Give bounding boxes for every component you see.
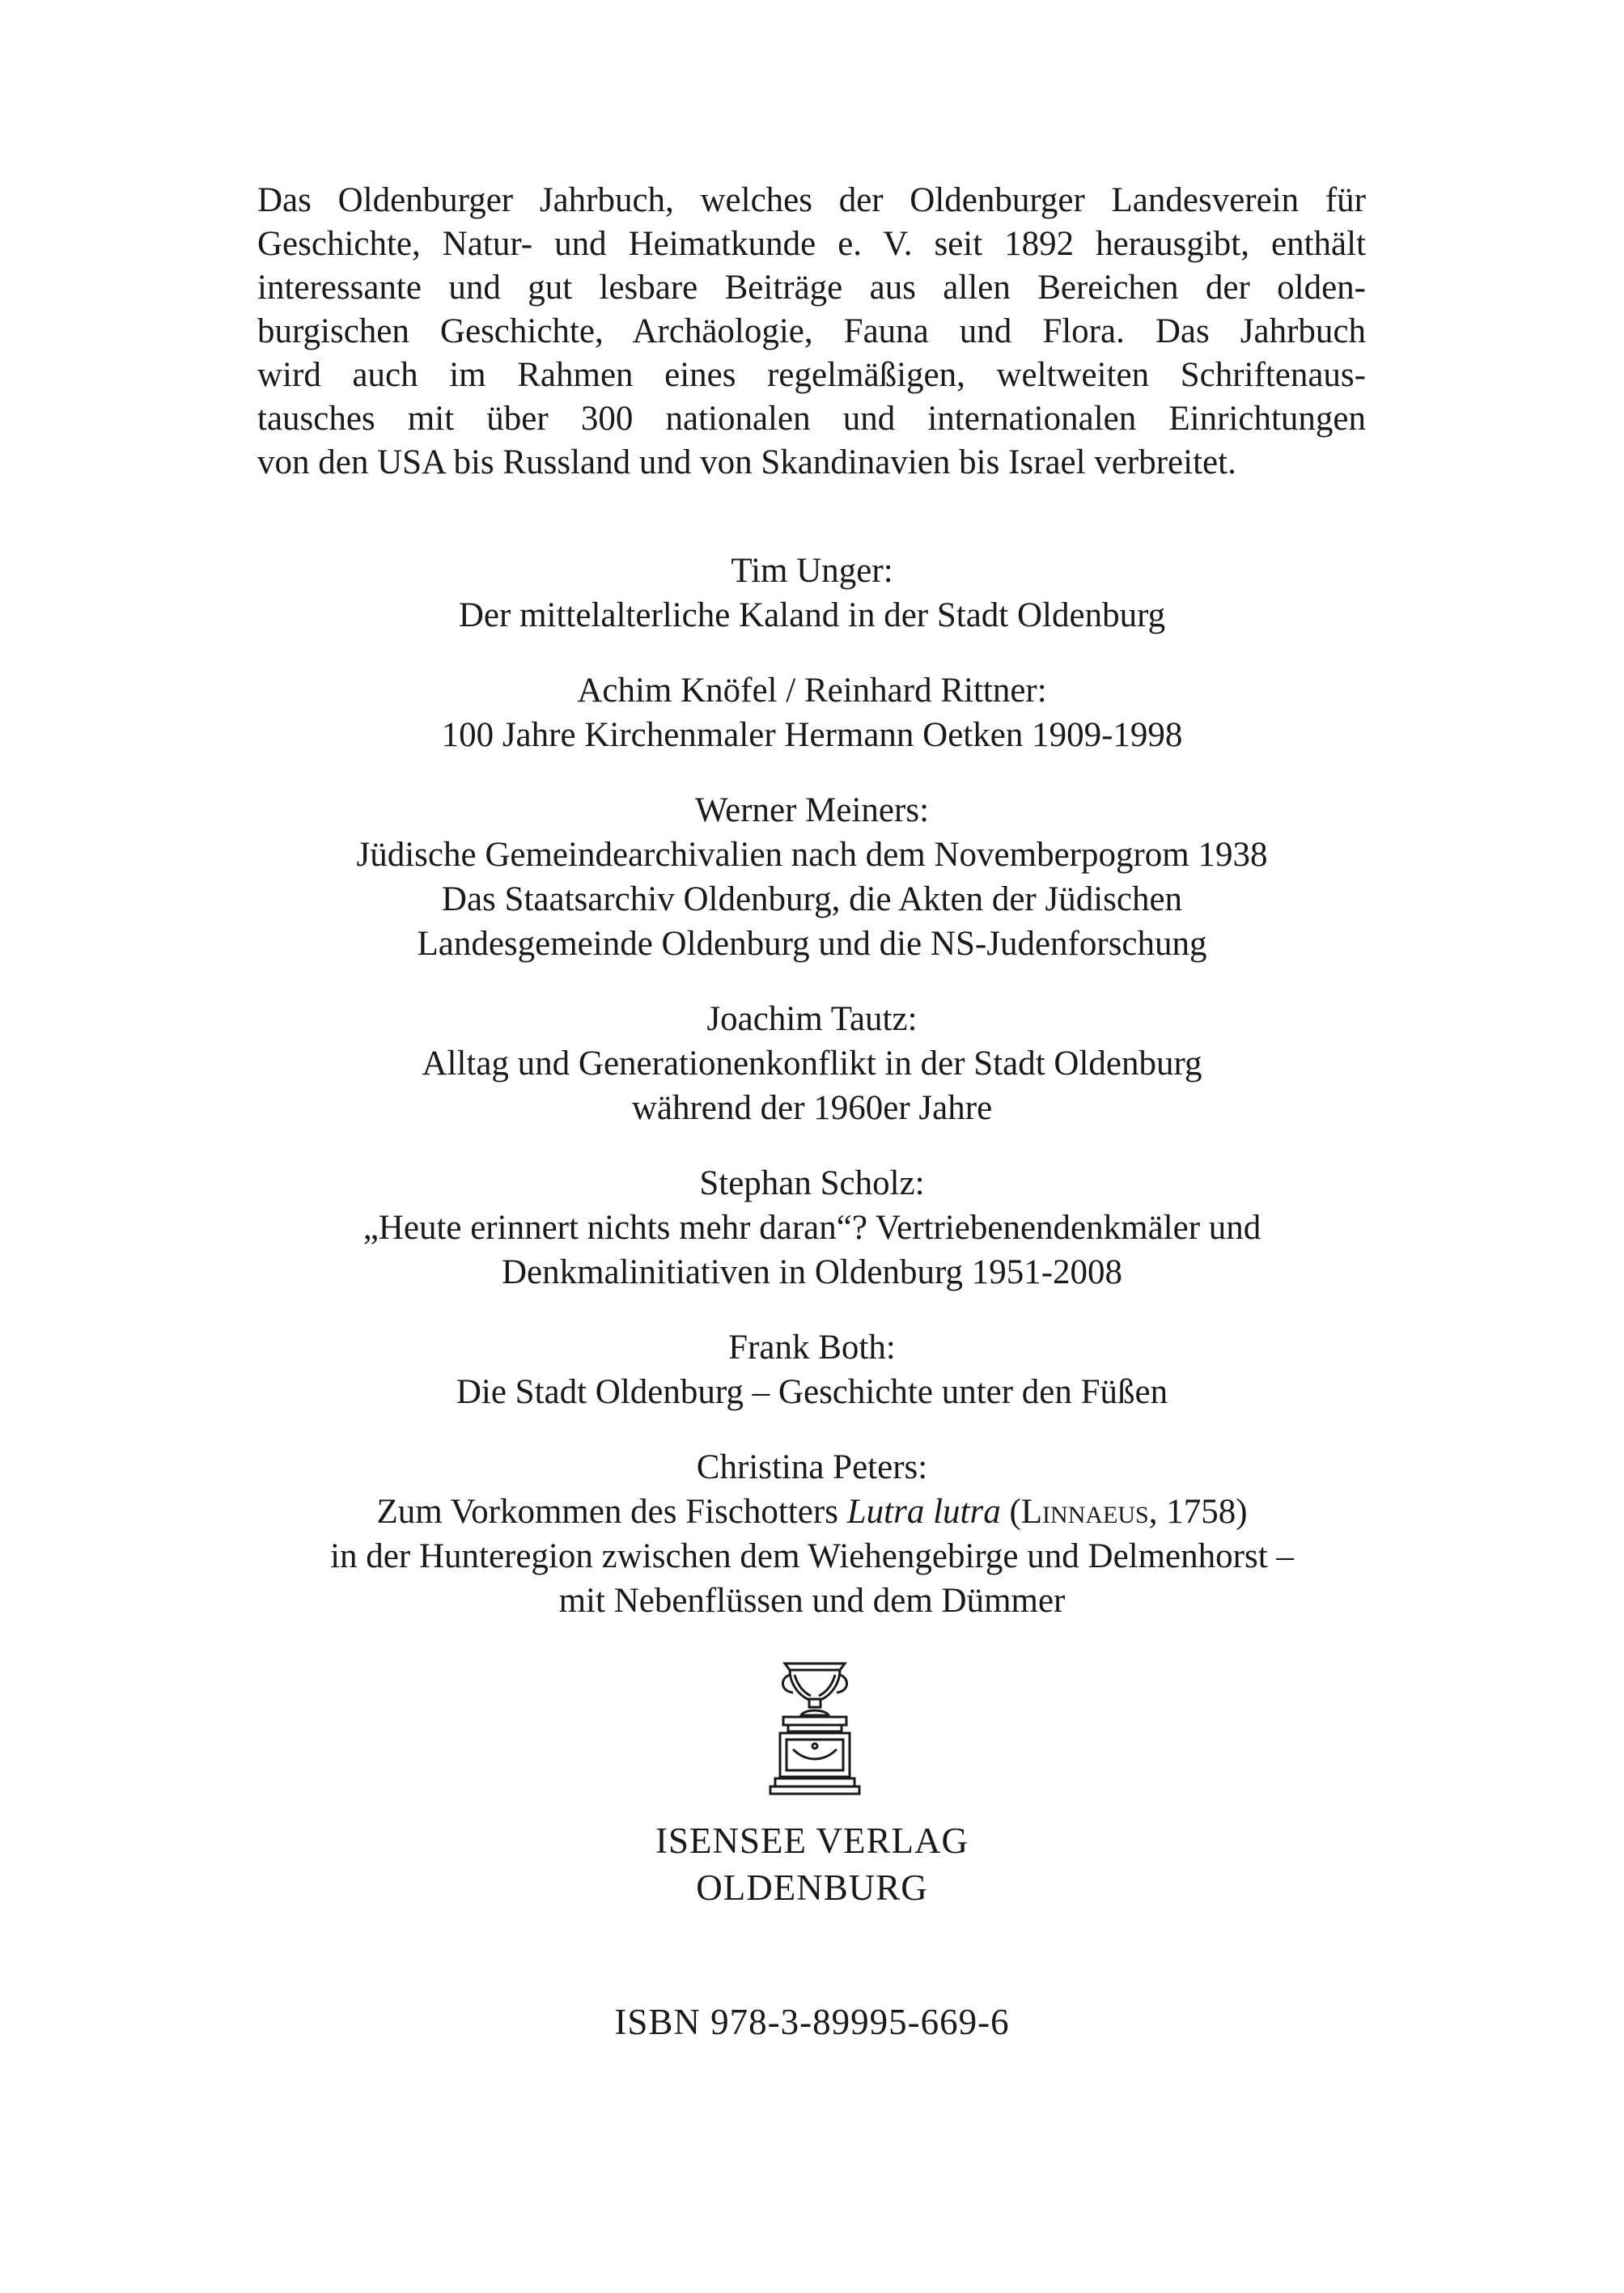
contents-entry (0, 1445, 1624, 1623)
publisher-emblem (765, 1659, 864, 1796)
entry-author: Stephan Scholz: (699, 1164, 925, 1202)
publisher-city: OLDENBURG (696, 1867, 928, 1908)
title-text: , 1758) (1148, 1493, 1248, 1531)
entry-title-line: „Heute erinnert nichts mehr daran“? Vertriebenendenkmäler und (363, 1209, 1261, 1247)
title-text: Zum Vorkommen des Fischotters (376, 1493, 847, 1531)
isbn-number: ISBN 978-3-89995-669-6 (614, 2002, 1010, 2042)
entry-title-line: Denkmalinitiativen in Oldenburg 1951-2008 (501, 1253, 1123, 1291)
urn-on-pedestal-icon (765, 1659, 864, 1796)
entry-title-line: 100 Jahre Kirchenmaler Hermann Oetken 1909-1998 (441, 716, 1183, 754)
entry-author: Achim Knöfel / Reinhard Rittner: (577, 672, 1047, 710)
species-author: Linnaeus (1020, 1493, 1149, 1531)
entry-title-line: mit Nebenflüssen und dem Dümmer (558, 1582, 1066, 1620)
contents-entry (0, 668, 1624, 757)
entry-title-line: Jüdische Gemeindearchivalien nach dem Novemberpogrom 1938 (356, 836, 1268, 874)
entry-author: Tim Unger: (731, 552, 893, 590)
entry-title-line: Alltag und Generationenkonflikt in der Stadt Oldenburg (422, 1045, 1202, 1083)
species-name: Lutra lutra (846, 1493, 1001, 1531)
contents-entry (0, 997, 1624, 1130)
intro-line: von den USA bis Russland und von Skandinavien bis Israel verbreitet. (257, 443, 1236, 481)
entry-title-line: Der mittelalterliche Kaland in der Stadt Oldenburg (458, 596, 1166, 634)
publisher-block (0, 1817, 1624, 1911)
intro-line: wird auch im Rahmen eines regelmäßigen, weltweiten Schriftenaus- (257, 356, 1366, 394)
intro-line: tausches mit über 300 nationalen und internationalen Einrichtungen (257, 400, 1366, 438)
title-text: ( (1000, 1493, 1021, 1531)
intro-paragraph (257, 179, 1366, 485)
entry-title-line: Die Stadt Oldenburg – Geschichte unter den Füßen (456, 1373, 1168, 1411)
contents-entry (0, 549, 1624, 638)
intro-line: interessante und gut lesbare Beiträge aus allen Bereichen der olden- (257, 269, 1366, 307)
publisher-name: ISENSEE VERLAG (655, 1820, 969, 1861)
contents-entry (0, 788, 1624, 966)
entry-author: Werner Meiners: (694, 791, 930, 829)
entry-author: Frank Both: (728, 1329, 896, 1367)
entry-title-line: Landesgemeinde Oldenburg und die NS-Judenforschung (417, 925, 1207, 963)
intro-line: Das Oldenburger Jahrbuch, welches der Oldenburger Landesverein für (257, 181, 1366, 219)
contents-list (0, 549, 1624, 1654)
entry-title-line: während der 1960er Jahre (631, 1089, 993, 1127)
contents-entry (0, 1161, 1624, 1295)
entry-author: Joachim Tautz: (706, 1000, 918, 1038)
entry-title-line: in der Hunteregion zwischen dem Wiehengebirge und Delmenhorst – (330, 1537, 1294, 1575)
entry-author: Christina Peters: (696, 1448, 928, 1486)
intro-line: Geschichte, Natur- und Heimatkunde e. V. seit 1892 herausgibt, enthält (257, 225, 1366, 263)
entry-title-line (0, 1490, 1624, 1534)
contents-entry (0, 1325, 1624, 1414)
entry-title-line: Das Staatsarchiv Oldenburg, die Akten der Jüdischen (441, 880, 1183, 918)
intro-line: burgischen Geschichte, Archäologie, Fauna und Flora. Das Jahrbuch (257, 312, 1366, 350)
